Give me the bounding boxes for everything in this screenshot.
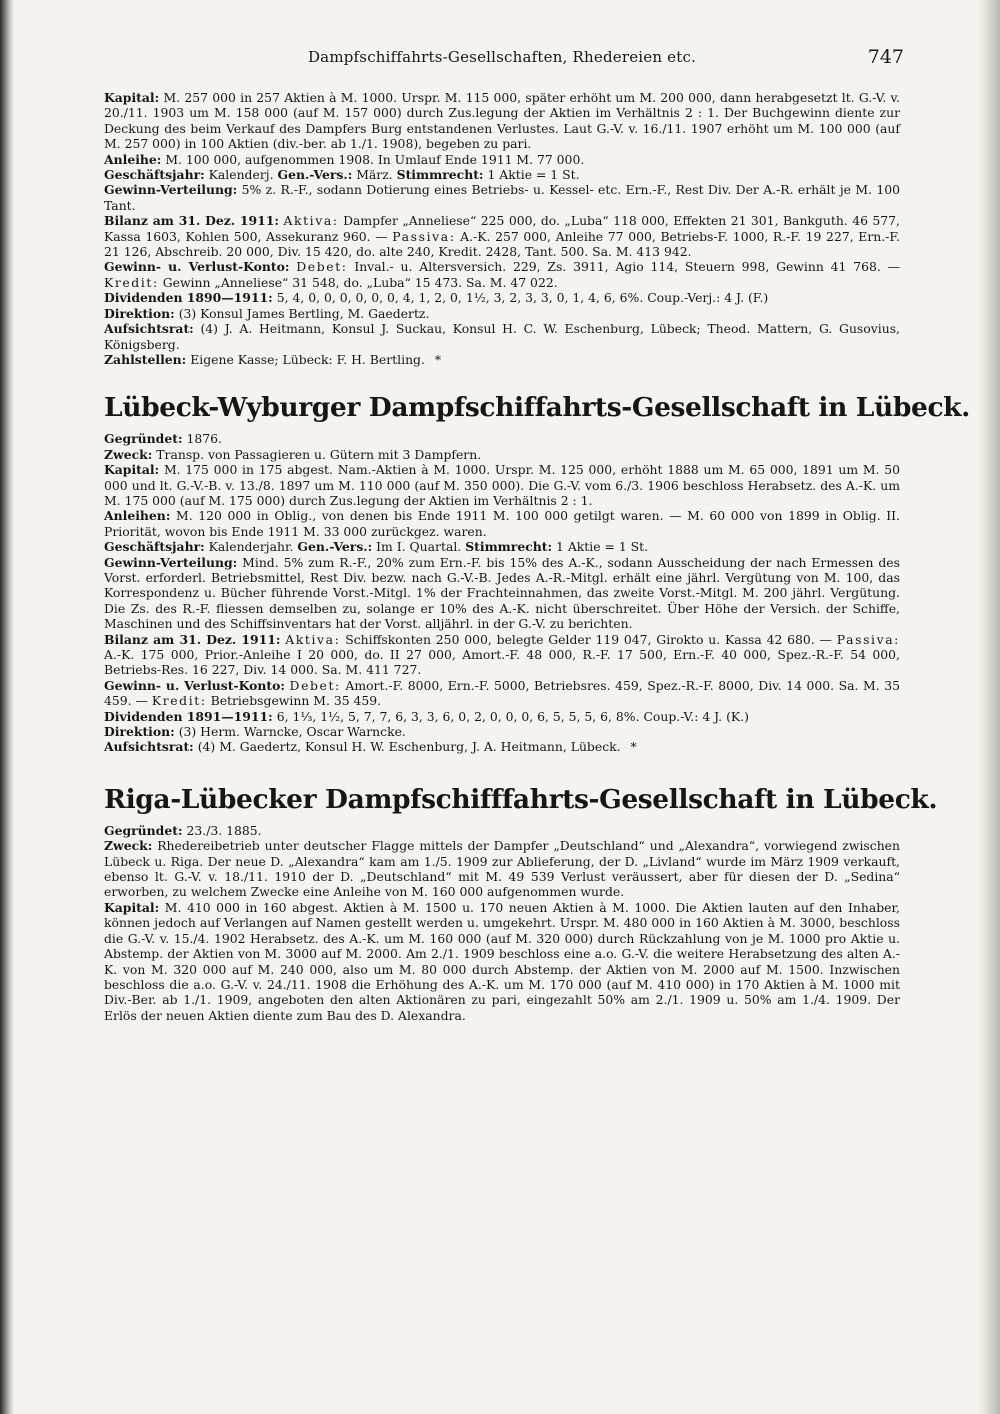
stimmrecht-label: Stimmrecht: bbox=[465, 539, 553, 555]
anleihen-paragraph bbox=[104, 508, 900, 539]
page-number: 747 bbox=[867, 46, 904, 68]
zweck-label: Zweck: bbox=[104, 446, 153, 462]
wyburger-company-entry bbox=[104, 392, 970, 755]
bilanz-aktiva-text: Dampfer „Anneliese“ 225 000, do. „Luba“ 118 000, Effekten 21 301, Bankguth. 46 577, Kassa 1603, Kohlen 500, Assekuranz 960. — bbox=[104, 213, 900, 244]
riga-company-entry bbox=[104, 783, 938, 1023]
direktion-paragraph bbox=[104, 306, 900, 321]
gegruendet-text: 1876. bbox=[186, 431, 222, 447]
page-body bbox=[104, 90, 970, 1023]
guv-debet-text: Inval.- u. Altersversich. 229, Zs. 3911, Agio 114, Steuern 998, Gewinn 41 768. — bbox=[354, 259, 900, 275]
guv-debet-label: Debet: bbox=[289, 677, 341, 693]
bilanz-label: Bilanz am 31. Dez. 1911: bbox=[104, 213, 279, 229]
gewinnverteilung-paragraph bbox=[104, 182, 900, 213]
aufsichtsrat-label: Aufsichtsrat: bbox=[104, 739, 194, 755]
prev-company-entry bbox=[104, 90, 900, 367]
running-title: Dampfschiffahrts-Gesellschaften, Rhedereien etc. bbox=[307, 48, 697, 66]
riga-heading: Riga-Lübecker Dampfschifffahrts-Gesellschaft in Lübeck. bbox=[104, 783, 938, 815]
gegruendet-label: Gegründet: bbox=[104, 822, 183, 838]
kapital-label: Kapital: bbox=[104, 90, 160, 105]
genvers-text: März. bbox=[356, 167, 393, 183]
dividenden-text: 5, 4, 0, 0, 0, 0, 0, 0, 4, 1, 2, 0, 1½, 3, 2, 3, 3, 0, 1, 4, 6, 6%. Coup.-Verj.: 4 J. (F.) bbox=[276, 290, 769, 306]
stimmrecht-label: Stimmrecht: bbox=[396, 167, 484, 183]
entry-end-mark: * bbox=[630, 739, 637, 755]
direktion-paragraph bbox=[104, 724, 900, 739]
geschaeftsjahr-paragraph bbox=[104, 539, 900, 554]
anleihe-paragraph bbox=[104, 152, 900, 167]
genvers-text: Im I. Quartal. bbox=[376, 539, 462, 555]
aufsichtsrat-label: Aufsichtsrat: bbox=[104, 321, 194, 337]
bilanz-aktiva-text: Schiffskonten 250 000, belegte Gelder 119 047, Girokto u. Kassa 42 680. — bbox=[345, 631, 832, 647]
zweck-paragraph bbox=[104, 838, 900, 900]
gewinnverteilung-label: Gewinn-Verteilung: bbox=[104, 182, 238, 198]
scan-edge-left bbox=[0, 0, 14, 1414]
direktion-text: (3) Herm. Warncke, Oscar Warncke. bbox=[178, 724, 406, 740]
bilanz-aktiva-label: Aktiva: bbox=[283, 213, 339, 229]
gegruendet-text: 23./3. 1885. bbox=[186, 822, 262, 838]
bilanz-label: Bilanz am 31. Dez. 1911: bbox=[104, 631, 281, 647]
aufsichtsrat-paragraph bbox=[104, 739, 900, 754]
guv-kredit-label: Kredit: bbox=[151, 693, 207, 709]
genvers-label: Gen.-Vers.: bbox=[277, 167, 353, 183]
guv-label: Gewinn- u. Verlust-Konto: bbox=[104, 259, 290, 275]
zweck-text: Transp. von Passagieren u. Gütern mit 3 Dampfern. bbox=[156, 446, 482, 462]
guv-debet-text: Amort.-F. 8000, Ern.-F. 5000, Betriebsres. 459, Spez.-R.-F. 8000, Div. 14 000. Sa. M. 35 459. — bbox=[104, 677, 900, 709]
kapital-label: Kapital: bbox=[104, 899, 160, 915]
direktion-text: (3) Konsul James Bertling, M. Gaedertz. bbox=[178, 305, 430, 321]
zahlstellen-text: Eigene Kasse; Lübeck: F. H. Bertling. bbox=[190, 351, 425, 367]
stimmrecht-text: 1 Aktie = 1 St. bbox=[556, 539, 649, 555]
aufsichtsrat-paragraph bbox=[104, 321, 900, 352]
anleihen-text: M. 120 000 in Oblig., von denen bis Ende 1911 M. 100 000 getilgt waren. — M. 60 000 von 1899 in Oblig. II. Priorität, wovon bis Ende 1911 M. 33 000 zurückgez. waren. bbox=[104, 508, 900, 539]
anleihe-text: M. 100 000, aufgenommen 1908. In Umlauf Ende 1911 M. 77 000. bbox=[165, 151, 585, 167]
dividenden-label: Dividenden 1890—1911: bbox=[104, 290, 273, 306]
geschaeftsjahr-text: Kalenderjahr. bbox=[208, 539, 294, 555]
gegruendet-paragraph bbox=[104, 431, 900, 446]
dividenden-label: Dividenden 1891—1911: bbox=[104, 708, 273, 724]
wyburger-heading: Lübeck-Wyburger Dampfschiffahrts-Gesellschaft in Lübeck. bbox=[104, 392, 970, 424]
bilanz-passiva-label: Passiva: bbox=[392, 228, 456, 244]
guv-debet-label: Debet: bbox=[296, 259, 348, 275]
guv-kredit-text: Gewinn „Anneliese“ 31 548, do. „Luba“ 15 473. Sa. M. 47 022. bbox=[162, 274, 558, 290]
kapital-text: M. 175 000 in 175 abgest. Nam.-Aktien à M. 1000. Urspr. M. 125 000, erhöht 1888 um M. 65 000, 1891 um M. 50 000 und lt. G.-V.-B. v. 13./8. 1897 um M. 110 000 (auf M. 350 000). Die G.-V. vom 6./3. 1906 beschloss Herabsetz. des A.-K. um M. 175 000 (auf M. 175 000) durch Zus.legung der Aktien im Verhältnis 2 : 1. bbox=[104, 462, 900, 508]
entry-end-mark: * bbox=[434, 351, 442, 367]
geschaeftsjahr-paragraph bbox=[104, 167, 900, 182]
gegruendet-label: Gegründet: bbox=[104, 431, 183, 447]
kapital-label: Kapital: bbox=[104, 462, 160, 478]
zweck-text: Rhedereibetrieb unter deutscher Flagge mittels der Dampfer „Deutschland“ und „Alexandra“, vorwiegend zwischen Lübeck u. Riga. Der neue D. „Alexandra“ kam am 1./5. 1909 zur Ablieferung, der D. „Livland“ wurde im März 1909 verkauft, ebenso lt. G.-V. v. 18./11. 1910 der D. „Deutschland“ mit M. 49 539 Verlust veräussert, aber für diesen der D. „Sedina“ erworben, zu welchem Zwecke eine Anleihe von M. 160 000 aufgenommen wurde. bbox=[104, 838, 900, 900]
aufsichtsrat-text: (4) M. Gaedertz, Konsul H. W. Eschenburg, J. A. Heitmann, Lübeck. bbox=[197, 739, 621, 755]
kapital-text: M. 410 000 in 160 abgest. Aktien à M. 1500 u. 170 neuen Aktien à M. 1000. Die Aktien lauten auf den Inhaber, können jedoch auf Verlangen auf Namen gestellt werden u. umgekehrt. Urspr. M. 480 000 in 160 Aktien à M. 3000, beschloss die G.-V. v. 15./4. 1902 Herabsetz. des A.-K. um M. 160 000 (auf M. 320 000) durch Rückzahlung von je M. 1000 pro Aktie u. Abstemp. der Aktien von M. 3000 auf M. 2000. Am 2./1. 1909 beschloss eine a.o. G.-V. die weitere Herabsetzung des alten A.-K. von M. 320 000 auf M. 240 000, also um M. 80 000 durch Abstemp. der Aktien von M. 2000 auf M. 1500. Inzwischen beschloss die a.o. G.-V. v. 24./11. 1908 die Erhöhung des A.-K. um M. 170 000 (auf M. 410 000) in 170 Aktien à M. 1000 mit Div.-Ber. ab 1./1. 1909, angeboten den alten Aktionären zu pari, eingezahlt 50% am 2./1. 1909 u. 50% am 1./4. 1909. Der Erlös der neuen Aktien diente zum Bau des D. Alexandra. bbox=[104, 899, 900, 1023]
kapital-paragraph bbox=[104, 90, 900, 152]
gewinnverteilung-label: Gewinn-Verteilung: bbox=[104, 554, 238, 570]
anleihen-label: Anleihen: bbox=[104, 508, 171, 524]
bilanz-paragraph bbox=[104, 632, 900, 678]
guv-paragraph bbox=[104, 678, 900, 709]
gewinnverteilung-paragraph bbox=[104, 555, 900, 632]
bilanz-paragraph bbox=[104, 213, 900, 259]
guv-label: Gewinn- u. Verlust-Konto: bbox=[104, 677, 285, 693]
geschaeftsjahr-text: Kalenderj. bbox=[208, 167, 274, 183]
page-header bbox=[104, 46, 904, 76]
dividenden-paragraph bbox=[104, 709, 900, 724]
bilanz-passiva-label: Passiva: bbox=[836, 631, 900, 647]
bilanz-passiva-text: A.-K. 257 000, Anleihe 77 000, Betriebs-F. 1000, R.-F. 19 227, Ern.-F. 21 126, Abschreib. 20 000, Div. 15 420, do. alte 240, Kredit. 2428, Tant. 500. Sa. M. 413 942. bbox=[104, 228, 900, 260]
direktion-label: Direktion: bbox=[104, 724, 175, 740]
guv-paragraph bbox=[104, 259, 900, 290]
kapital-text: M. 257 000 in 257 Aktien à M. 1000. Urspr. M. 115 000, später erhöht um M. 200 000, dann herabgesetzt lt. G.-V. v. 20./11. 1903 um M. 158 000 (auf M. 157 000) durch Zus.legung der Aktien im Verhältnis 2 : 1. Der Buchgewinn diente zur Deckung des beim Verkauf des Dampfers Burg entstandenen Verlustes. Laut G.-V. v. 16./11. 1907 erhöht um M. 100 000 (auf M. 257 000) in 100 Aktien (div.-ber. ab 1./1. 1908), begeben zu pari. bbox=[104, 90, 900, 152]
geschaeftsjahr-label: Geschäftsjahr: bbox=[104, 539, 205, 555]
dividenden-paragraph bbox=[104, 290, 900, 305]
guv-kredit-label: Kredit: bbox=[104, 274, 159, 290]
zahlstellen-paragraph bbox=[104, 352, 900, 367]
genvers-label: Gen.-Vers.: bbox=[297, 539, 373, 555]
zweck-paragraph bbox=[104, 447, 900, 462]
kapital-paragraph bbox=[104, 462, 900, 508]
geschaeftsjahr-label: Geschäftsjahr: bbox=[104, 167, 205, 183]
dividenden-text: 6, 1⅓, 1½, 5, 7, 7, 6, 3, 3, 6, 0, 2, 0, 0, 0, 6, 5, 5, 5, 6, 8%. Coup.-V.: 4 J. (K.) bbox=[276, 708, 749, 724]
anleihe-label: Anleihe: bbox=[104, 151, 162, 167]
zahlstellen-label: Zahlstellen: bbox=[104, 351, 187, 367]
zweck-label: Zweck: bbox=[104, 838, 153, 854]
scan-edge-right bbox=[978, 0, 1000, 1414]
gegruendet-paragraph bbox=[104, 823, 900, 838]
gewinnverteilung-text: Mind. 5% zum R.-F., 20% zum Ern.-F. bis 15% des A.-K., sodann Ausscheidung der nach Ermessen des Vorst. erforderl. Betriebsmittel, Rest Div. bezw. nach G.-V.-B. Jedes A.-R.-Mitgl. erhält eine jährl. Vergütung von M. 100, das Korrespondenz u. Bücher führende Vorst.-Mitgl. 1% der Frachteinnahmen, das zweite Vorst.-Mitgl. M. 200 jährl. Vergütung. Die Zs. des R.-F. fliessen demselben zu, solange er 10% des A.-K. nicht überschreitet. Über Höhe der Versich. der Schiffe, Maschinen und des Schiffsinventars hat der Vorst. alljährl. in der G.-V. zu berichten. bbox=[104, 554, 900, 632]
direktion-label: Direktion: bbox=[104, 305, 175, 321]
bilanz-passiva-text: A.-K. 175 000, Prior.-Anleihe I 20 000, do. II 27 000, Amort.-F. 48 000, R.-F. 17 500, Ern.-F. 40 000, Spez.-R.-F. 54 000, Betriebs-Res. 16 227, Div. 14 000. Sa. M. 411 727. bbox=[104, 647, 900, 678]
gewinnverteilung-text: 5% z. R.-F., sodann Dotierung eines Betriebs- u. Kessel- etc. Ern.-F., Rest Div. Der A.-R. erhält je M. 100 Tant. bbox=[104, 182, 900, 213]
guv-kredit-text: Betriebsgewinn M. 35 459. bbox=[210, 693, 382, 709]
aufsichtsrat-text: (4) J. A. Heitmann, Konsul J. Suckau, Konsul H. C. W. Eschenburg, Lübeck; Theod. Mattern, G. Gusovius, Königsberg. bbox=[104, 321, 900, 352]
kapital-paragraph bbox=[104, 900, 900, 1023]
bilanz-aktiva-label: Aktiva: bbox=[285, 631, 341, 647]
stimmrecht-text: 1 Aktie = 1 St. bbox=[487, 167, 580, 183]
